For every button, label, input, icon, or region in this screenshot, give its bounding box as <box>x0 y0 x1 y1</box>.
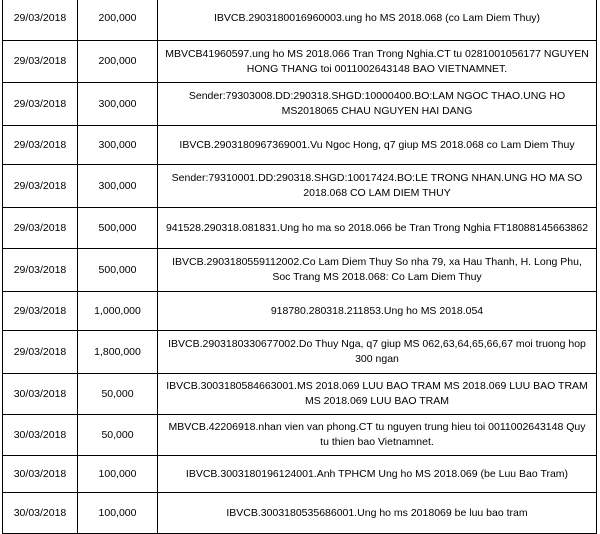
description-cell: IBVCB.3003180535686001.Ung ho ms 2018069 be luu bao tram <box>158 493 597 534</box>
table-row <box>3 456 597 493</box>
description-cell: MBVCB.42206918.nhan vien van phong.CT tu nguyen trung hieu toi 0011002643148 Quy tu thien bao Vietnamnet. <box>158 415 597 456</box>
date-cell: 29/03/2018 <box>3 126 78 165</box>
amount-cell: 300,000 <box>78 83 158 126</box>
amount-cell: 300,000 <box>78 126 158 165</box>
amount-cell: 200,000 <box>78 0 158 41</box>
table-row <box>3 292 597 331</box>
amount-cell: 200,000 <box>78 41 158 83</box>
description-cell: IBVCB.2903180330677002.Do Thuy Nga, q7 giup MS 062,63,64,65,66,67 moi truong hop 300 ngan <box>158 331 597 374</box>
table-row <box>3 331 597 374</box>
description-cell: IBVCB.3003180196124001.Anh TPHCM Ung ho MS 2018.069 (be Luu Bao Tram) <box>158 456 597 493</box>
amount-cell: 300,000 <box>78 165 158 208</box>
description-cell: Sender:79303008.DD:290318.SHGD:10000400.BO:LAM NGOC THAO.UNG HO MS2018065 CHAU NGUYEN HAI DANG <box>158 83 597 126</box>
date-cell: 30/03/2018 <box>3 493 78 534</box>
table-row <box>3 83 597 126</box>
date-cell: 29/03/2018 <box>3 83 78 126</box>
date-cell: 29/03/2018 <box>3 331 78 374</box>
amount-cell: 500,000 <box>78 249 158 292</box>
description-cell: Sender:79310001.DD:290318.SHGD:10017424.BO:LE TRONG NHAN.UNG HO MA SO 2018.068 CO LAM DIEM THUY <box>158 165 597 208</box>
amount-cell: 100,000 <box>78 456 158 493</box>
table-row <box>3 0 597 41</box>
date-cell: 29/03/2018 <box>3 41 78 83</box>
table-row <box>3 493 597 534</box>
donation-table <box>2 0 597 534</box>
description-cell: IBVCB.3003180584663001.MS 2018.069 LUU BAO TRAM MS 2018.069 LUU BAO TRAM MS 2018.069 LUU BAO TRAM <box>158 374 597 415</box>
table-body <box>3 0 597 534</box>
amount-cell: 50,000 <box>78 374 158 415</box>
description-cell: 941528.290318.081831.Ung ho ma so 2018.066 be Tran Trong Nghia FT18088145663862 <box>158 208 597 249</box>
table-row <box>3 249 597 292</box>
date-cell: 29/03/2018 <box>3 249 78 292</box>
table-row <box>3 208 597 249</box>
description-cell: MBVCB41960597.ung ho MS 2018.066 Tran Trong Nghia.CT tu 0281001056177 NGUYEN HONG THANG toi 0011002643148 BAO VIETNAMNET. <box>158 41 597 83</box>
date-cell: 29/03/2018 <box>3 0 78 41</box>
date-cell: 29/03/2018 <box>3 165 78 208</box>
date-cell: 29/03/2018 <box>3 292 78 331</box>
date-cell: 30/03/2018 <box>3 415 78 456</box>
amount-cell: 100,000 <box>78 493 158 534</box>
description-cell: 918780.280318.211853.Ung ho MS 2018.054 <box>158 292 597 331</box>
table-row <box>3 126 597 165</box>
description-cell: IBVCB.2903180016960003.ung ho MS 2018.068 (co Lam Diem Thuy) <box>158 0 597 41</box>
table-row <box>3 415 597 456</box>
description-cell: IBVCB.2903180559112002.Co Lam Diem Thuy So nha 79, xa Hau Thanh, H. Long Phu, Soc Trang MS 2018.068: Co Lam Diem Thuy <box>158 249 597 292</box>
amount-cell: 1,000,000 <box>78 292 158 331</box>
date-cell: 30/03/2018 <box>3 374 78 415</box>
table-row <box>3 41 597 83</box>
description-cell: IBVCB.2903180967369001.Vu Ngoc Hong, q7 giup MS 2018.068 co Lam Diem Thuy <box>158 126 597 165</box>
table-row <box>3 374 597 415</box>
table-row <box>3 165 597 208</box>
date-cell: 30/03/2018 <box>3 456 78 493</box>
amount-cell: 1,800,000 <box>78 331 158 374</box>
amount-cell: 500,000 <box>78 208 158 249</box>
amount-cell: 50,000 <box>78 415 158 456</box>
date-cell: 29/03/2018 <box>3 208 78 249</box>
